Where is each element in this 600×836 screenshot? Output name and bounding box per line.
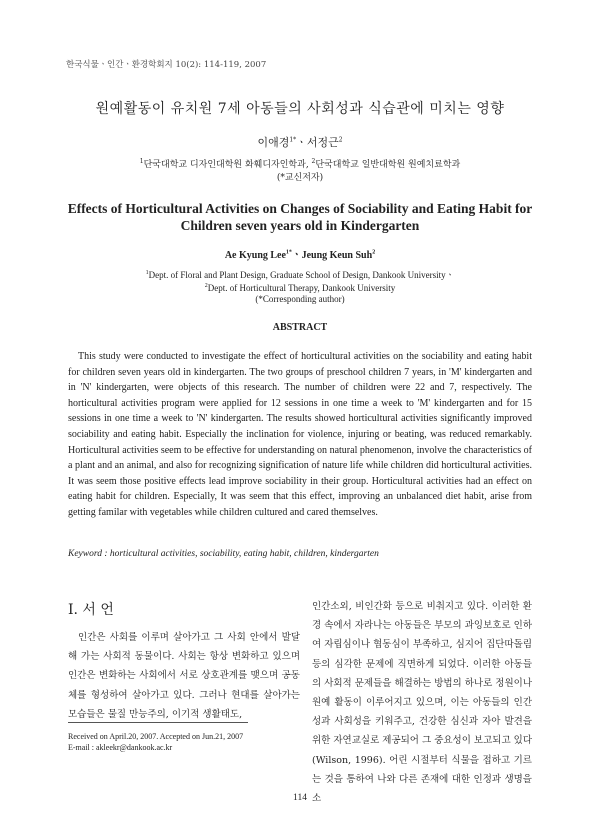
footnote-divider [68,722,248,723]
affil-en-line-2 [0,281,600,294]
english-title [55,200,545,234]
english-title-line-2: Children seven years old in Kindergarten [180,218,420,233]
affil-en-1: Dept. of Floral and Plant Design, Graduate School of Design, Dankook Universityㆍ [148,270,455,280]
affil-ko-2: 단국대학교 일반대학원 원예치료학과 [315,160,461,170]
korean-affiliation-line [0,155,600,172]
footnote-received: Received on April.20, 2007. Accepted on Jun.21, 2007 [68,732,244,741]
author-1-en: Ae Kyung Lee [224,250,286,261]
affil-en-2: Dept. of Horticultural Therapy, Dankook University [207,283,396,293]
affil-ko-mark-2: 2 [311,158,316,165]
english-authors: Ae Kyung Lee$^{1*}$ㆍJeung Keun Suh$^2$ [224,249,376,261]
body-right-column: 인간소외, 비인간화 등으로 비춰지고 있다. 이러한 환경 속에서 자라나는 아동들은 부모의 과잉보호로 인하여 자립심이나 협동심이 부족하고, 심지어 집단따돌림 등의 심각한 문제에 직면하게 되었다. 이러한 아동들의 사회적 문제들을 해결하는 방법의 하나로 정원이나 원예 활동이 이루어지고 있으며, 이는 아동들의 인간성과 사회성을 키워주고, 건강한 심신과 자아 발견을 위한 자연교실로 제공되어 그 중요성이 보고되고 있다 (Wilson, 1996). 어린 시절부터 식물을 접하고 기르는 것을 통하여 나와 다른 존재에 대한 인정과 생명을 소 [312,601,533,805]
corresponding-note-en: (*Corresponding author) [255,294,345,304]
korean-title: 원예활동이 유치원 7세 아동들의 사회성과 식습관에 미치는 영향 [95,101,505,117]
author-2-ko: 서정근 [306,136,339,149]
page-number: 114 [293,793,307,803]
abstract-heading: ABSTRACT [272,322,328,333]
author-1-ko: 이애경 [257,136,290,149]
affil-en-line-1 [0,268,600,281]
section-heading-introduction: Ⅰ. 서 언 [68,602,114,618]
keywords: Keyword : horticultural activities, sociability, eating habit, children, kindergarten [68,549,379,559]
affil-ko-1: 단국대학교 디자인대학원 화훼디자인학과, [143,160,312,170]
corresponding-note-ko: (*교신저자) [276,173,324,183]
affil-en-mark-1: 1 [145,270,149,276]
footnote-email: E-mail : akleekr@dankook.ac.kr [68,743,173,752]
author-2-en-mark: 2 [372,249,376,256]
author-2-en: Jeung Keun Suh [301,250,373,261]
author-separator: ㆍ [296,136,307,149]
korean-affiliations [0,155,600,185]
english-title-line-1: Effects of Horticultural Activities on Changes of Sociability and Eating Habit for [67,201,533,216]
author-2-ko-mark: 2 [338,136,343,144]
affil-ko-mark-1: 1 [139,158,144,165]
abstract-body: This study were conducted to investigate the effect of horticultural activities on the sociability and eating habit for children seven years old in kindergarten. The two groups of preschool children 7 years, in 'M' kindergarten and in 'N' kindergarten, were objects of this research. The number of children were 22 and 7, respectively. The horticultural activities program were applied for 12 sessions in one time a week to 'M' kindergarten and for 15 sessions in one time a week to 'N' kindergarten. The results showed horticultural activities significantly improved sociability and eating habit. Especially the inclination for violence, injuring or beating, was reduced remarkably. Horticultural activities seem to be effective for understanding on natural phenomenon, involve the characteristics of a plant and an animal, and also for recognizing signification of nature life while children did horticultural activities. It was seem those positive effects lead improve sociability in their group. Horticultural activities had an effect on eating habit for children. Especially, It was seem that this effect, improving an unbalanced diet habit, arise from getting familar with vegetables while children cultured and cared themselves. [68,351,532,518]
affil-en-mark-2: 2 [204,283,208,289]
english-affiliations [0,268,600,305]
author-1-en-mark: 1* [285,249,292,256]
author-1-ko-mark: 1* [289,136,297,144]
body-left-column: 인간은 사회를 이루며 살아가고 그 사회 안에서 발달해 가는 사회적 동물이다. 사회는 항상 변화하고 있으며 인간은 변화하는 사회에서 서로 상호관계를 맺으며 공동체를 형성하여 살아가고 있다. 그러나 현대를 살아가는 모습들은 물질 만능주의, 이기적 생활태도, [68,632,300,720]
footnote [68,731,243,753]
running-head: 한국식물ㆍ인간ㆍ환경학회지 10(2): 114-119, 2007 [66,60,267,70]
korean-authors [0,134,600,150]
